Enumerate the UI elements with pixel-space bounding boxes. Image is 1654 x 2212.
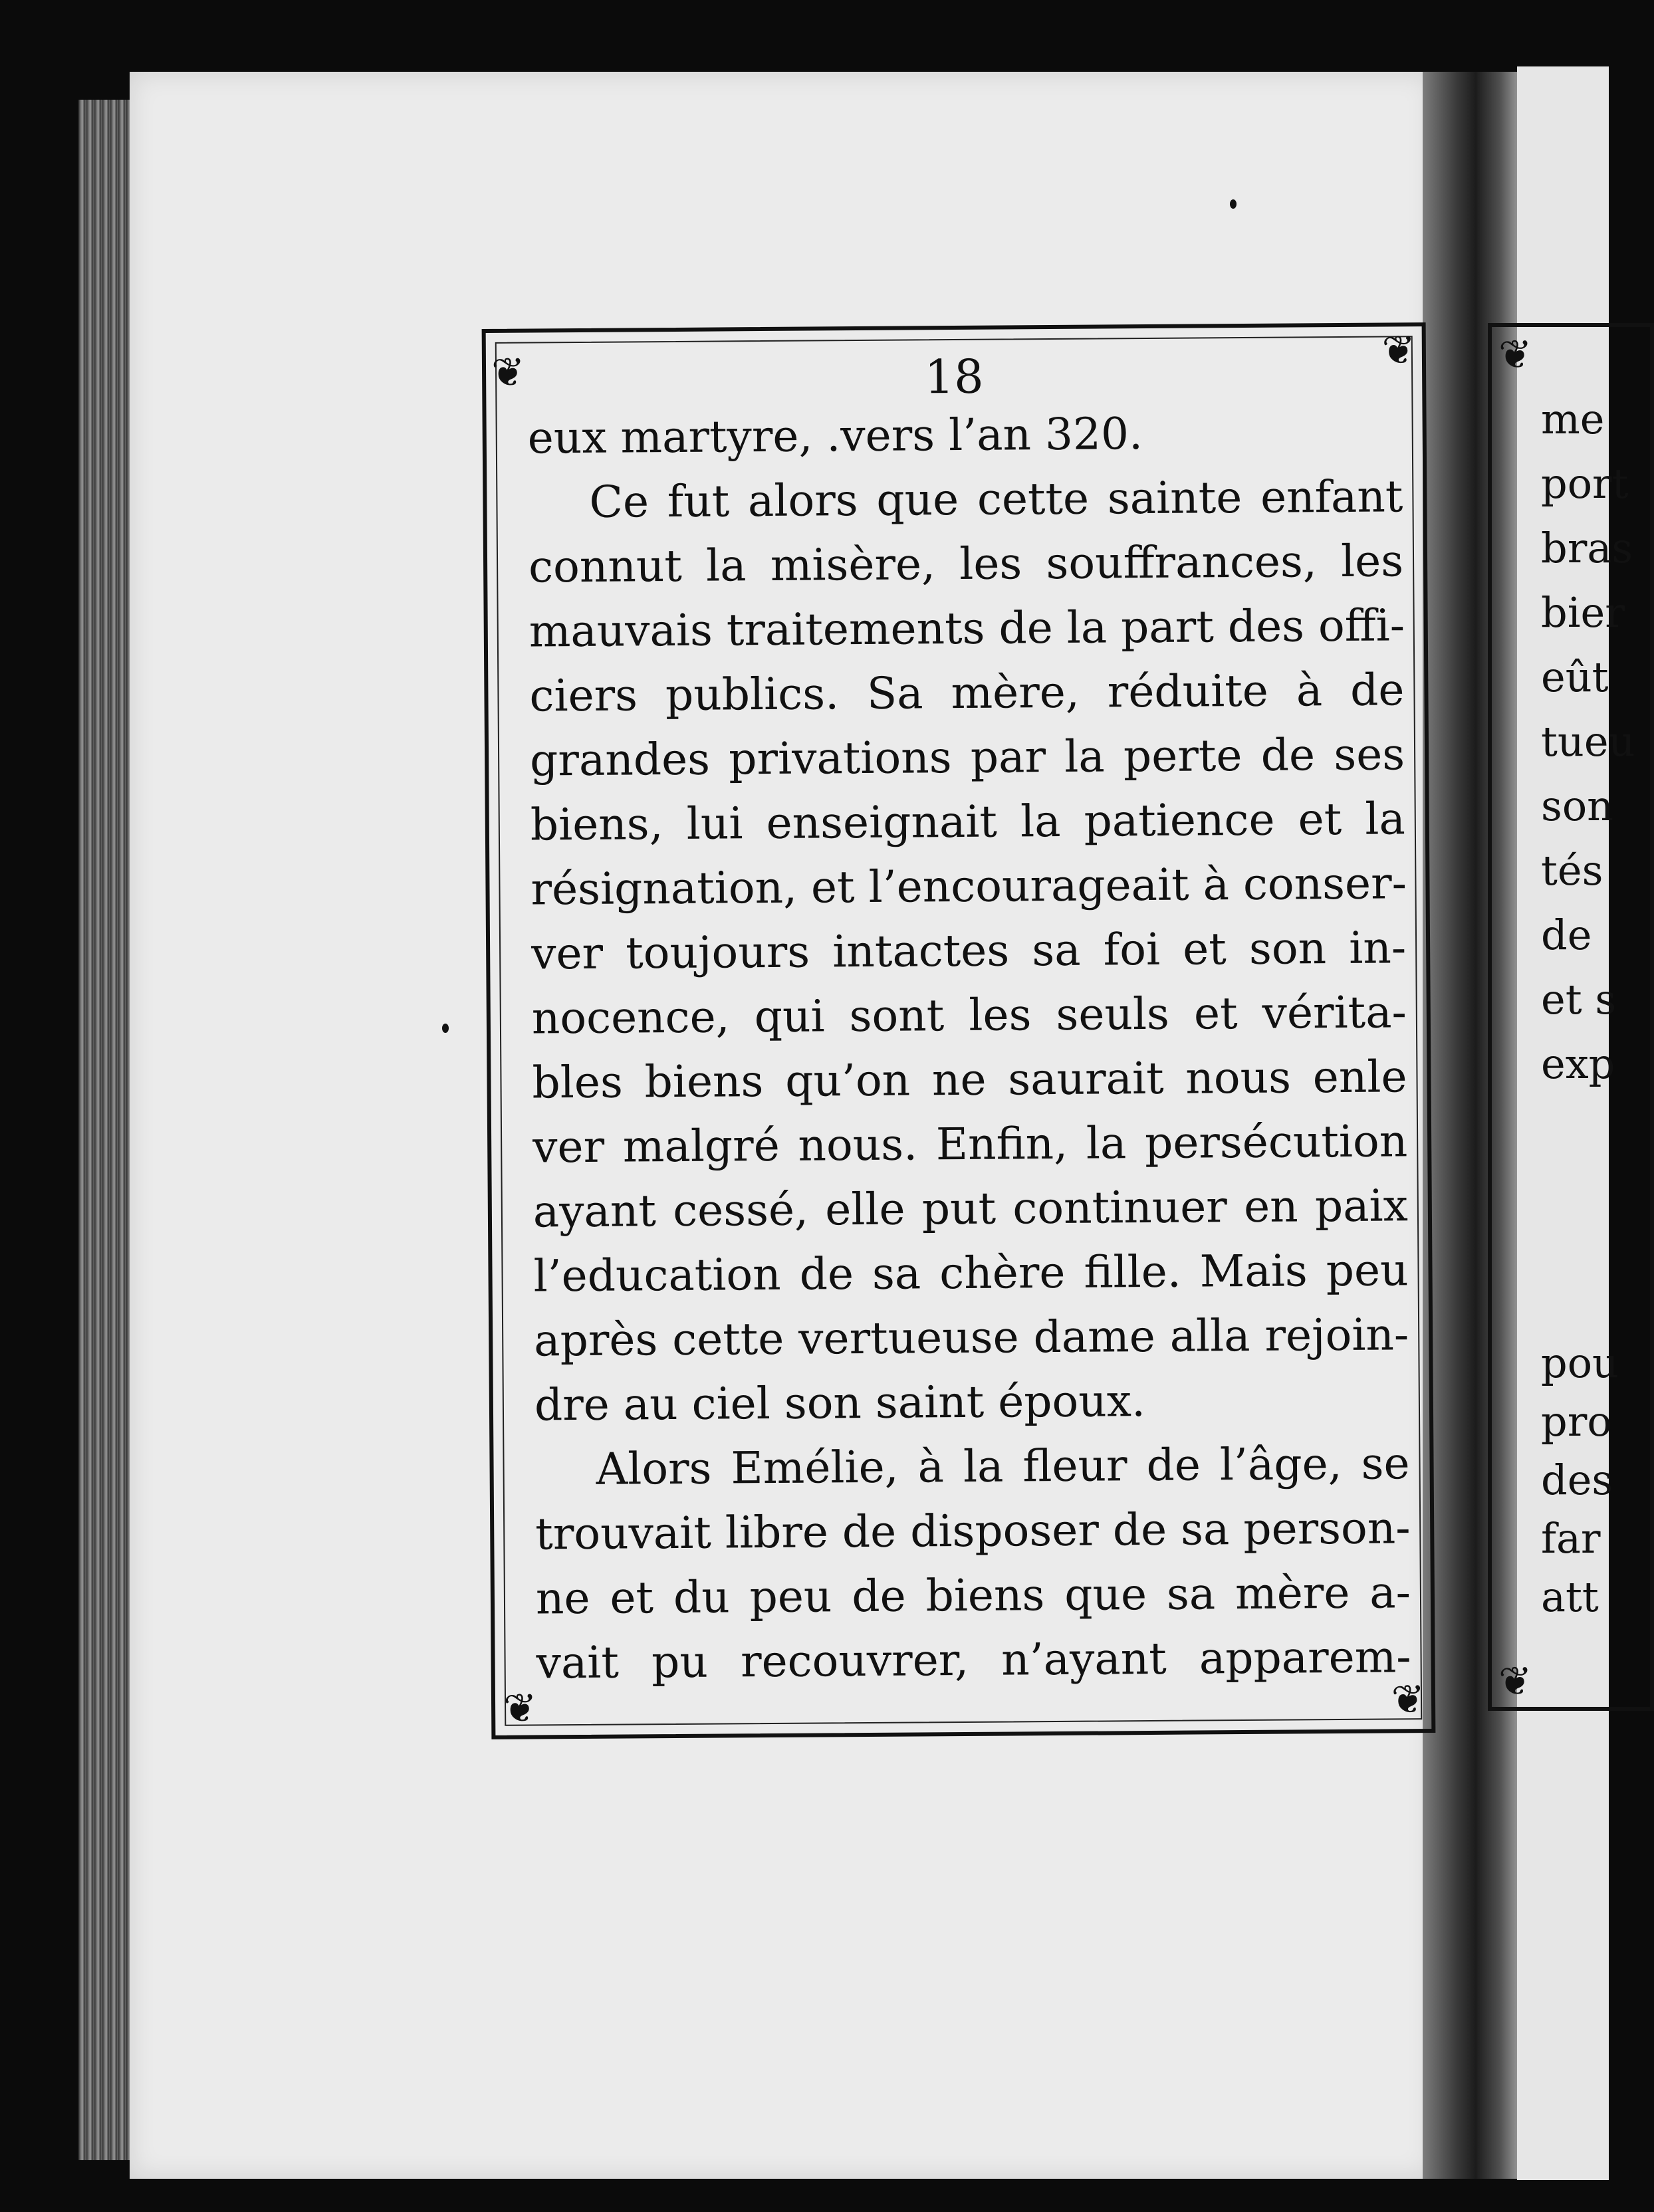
corner-ornament-icon: ❦ <box>1498 332 1532 378</box>
text-fragment: bier <box>1541 588 1625 637</box>
text-line: mauvais traitements de la part des offi- <box>529 600 1405 657</box>
corner-ornament-icon: ❦ <box>491 349 525 396</box>
text-line: l’education de sa chère fille. Mais peu <box>533 1244 1409 1302</box>
ink-speck <box>1230 199 1237 209</box>
corner-ornament-icon: ❦ <box>1498 1658 1532 1705</box>
text-line: trouvait libre de disposer de sa person- <box>535 1502 1411 1560</box>
text-fragment: pro <box>1541 1397 1612 1446</box>
text-line: ciers publics. Sa mère, réduite à de <box>529 664 1405 722</box>
text-line: Alors Emélie, à la fleur de l’âge, se <box>596 1438 1410 1495</box>
text-line: Ce fut alors que cette sainte enfant <box>589 471 1403 528</box>
text-fragment: me <box>1541 395 1605 443</box>
page-number: 18 <box>924 349 984 405</box>
text-line: dre au ciel son saint époux. <box>534 1375 1146 1431</box>
text-fragment: far <box>1541 1514 1601 1563</box>
text-fragment: tés <box>1541 846 1603 895</box>
right-page-text-bottom <box>1541 1334 1619 1626</box>
text-line: résignation, et l’encourageait à conser- <box>531 857 1407 915</box>
text-fragment: son <box>1541 782 1614 830</box>
text-line: ver toujours intactes sa foi et son in- <box>531 922 1407 980</box>
text-line: nocence, qui sont les seuls et vérita- <box>531 986 1407 1044</box>
body-text <box>527 399 1411 1695</box>
text-fragment: exp <box>1541 1040 1615 1088</box>
text-line: bles biens qu’on ne saurait nous enle <box>532 1051 1407 1109</box>
corner-ornament-icon: ❦ <box>1381 327 1416 374</box>
text-line: grandes privations par la perte de ses <box>529 728 1405 786</box>
text-fragment: et s <box>1541 975 1617 1024</box>
ink-speck <box>442 1024 449 1033</box>
corner-ornament-icon: ❦ <box>503 1685 537 1732</box>
text-line: vait pu recouvrer, n’ayant apparem- <box>536 1631 1411 1689</box>
text-fragment: eût <box>1541 653 1609 701</box>
text-fragment: de <box>1541 911 1592 959</box>
text-fragment: pou <box>1541 1339 1619 1387</box>
text-line: biens, lui enseignait la patience et la <box>530 793 1406 851</box>
right-page-text-top <box>1541 387 1635 1096</box>
text-fragment: bras <box>1541 524 1633 572</box>
text-line: ne et du peu de biens que sa mère a- <box>535 1567 1411 1624</box>
text-line: eux martyre, .vers l’an 320. <box>527 408 1143 464</box>
corner-ornament-icon: ❦ <box>1391 1676 1425 1723</box>
text-fragment: port <box>1541 459 1629 508</box>
text-line: ayant cessé, elle put continuer en paix <box>532 1180 1409 1238</box>
text-frame <box>482 322 1436 1739</box>
text-fragment: att <box>1541 1573 1599 1621</box>
right-text-frame <box>1488 323 1654 1711</box>
text-line: connut la misère, les souffrances, les <box>528 535 1404 593</box>
text-line: ver malgré nous. Enfin, la persécution <box>532 1115 1408 1173</box>
text-fragment: tueu <box>1541 717 1635 766</box>
text-line: après cette vertueuse dame alla rejoin- <box>533 1309 1409 1367</box>
text-fragment: des <box>1541 1456 1613 1504</box>
